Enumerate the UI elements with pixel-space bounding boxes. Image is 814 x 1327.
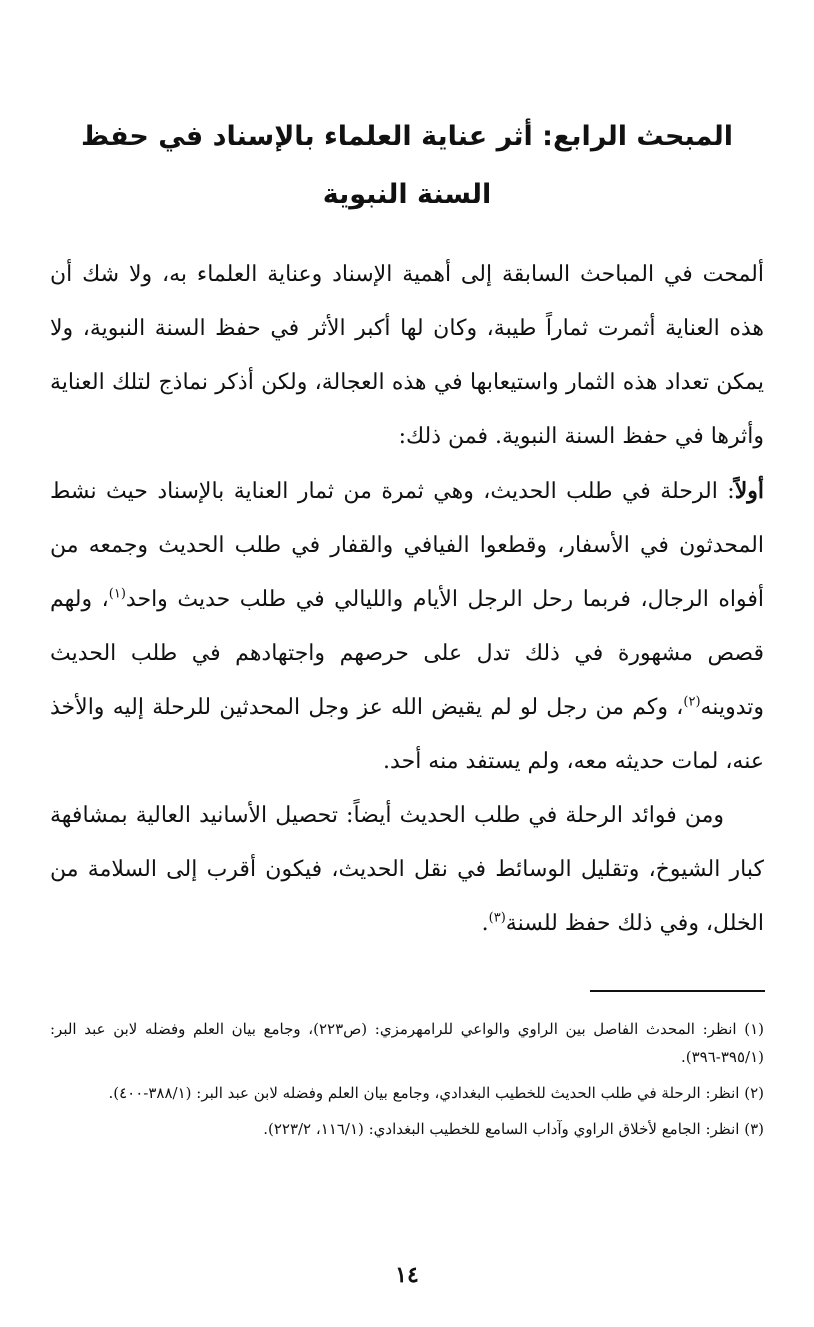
paragraph-2-text-b: ، ولهم قصص مشهورة في ذلك تدل على حرصهم واجتهادهم في طلب الحديث وتدوينه	[50, 587, 764, 720]
paragraph-3-end: .	[481, 911, 489, 936]
paragraph-2-lead: أولاً	[734, 478, 764, 504]
footnote-1: (١) انظر: المحدث الفاصل بين الراوي والواعي للرامهرمزي: (ص٢٢٣)، وجامع بيان العلم وفضله لابن عبد البر: (٣٩٥/١-٣٩٦).	[50, 1020, 764, 1066]
footnote-ref-2[interactable]: (٢)	[683, 694, 701, 710]
footnote-ref-1[interactable]: (١)	[108, 586, 126, 602]
paragraph-2-text-a: : الرحلة في طلب الحديث، وهي ثمرة من ثمار العناية بالإسناد حيث نشط المحدثون في الأسفار، وقطعوا الفيافي والقفار في طلب الحديث وجمعه من أفواه الرجال، فربما رحل الرجل الأيام والليالي في طلب حديث واحد	[50, 479, 764, 612]
footnotes	[50, 1015, 764, 1151]
footnote-2: (٢) انظر: الرحلة في طلب الحديث للخطيب البغدادي، وجامع بيان العلم وفضله لابن عبد البر: (٣٨٨/١-٤٠٠).	[108, 1084, 764, 1102]
paragraph-2-text-c: ، وكم من رجل لو لم يقيض الله عز وجل المحدثين للرحلة إليه والأخذ عنه، لمات حديثه معه، ولم يستفد منه أحد.	[50, 695, 764, 774]
page-number: ١٤	[395, 1262, 419, 1288]
footnote-divider	[590, 990, 765, 992]
footnote-ref-3[interactable]: (٣)	[488, 910, 506, 926]
paragraph-2	[50, 464, 764, 789]
section-heading: المبحث الرابع: أثر عناية العلماء بالإسناد في حفظ السنة النبوية	[81, 121, 733, 210]
body-text	[50, 248, 764, 951]
footnote-3: (٣) انظر: الجامع لأخلاق الراوي وآداب السامع للخطيب البغدادي: (١١٦/١، ٢٢٣/٢).	[263, 1120, 764, 1138]
paragraph-3-text: ومن فوائد الرحلة في طلب الحديث أيضاً: تحصيل الأسانيد العالية بمشافهة كبار الشيوخ، وتقليل الوسائط في نقل الحديث، فيكون أقرب إلى السلامة من الخلل، وفي ذلك حفظ للسنة	[50, 803, 764, 936]
paragraph-3	[50, 789, 764, 951]
paragraph-1: ألمحت في المباحث السابقة إلى أهمية الإسناد وعناية العلماء به، ولا شك أن هذه العناية أثمرت ثماراً طيبة، وكان لها أكبر الأثر في حفظ السنة النبوية، ولا يمكن تعداد هذه الثمار واستيعابها في هذه العجالة، ولكن أذكر نماذج لتلك العناية وأثرها في حفظ السنة النبوية. فمن ذلك:	[50, 262, 764, 449]
